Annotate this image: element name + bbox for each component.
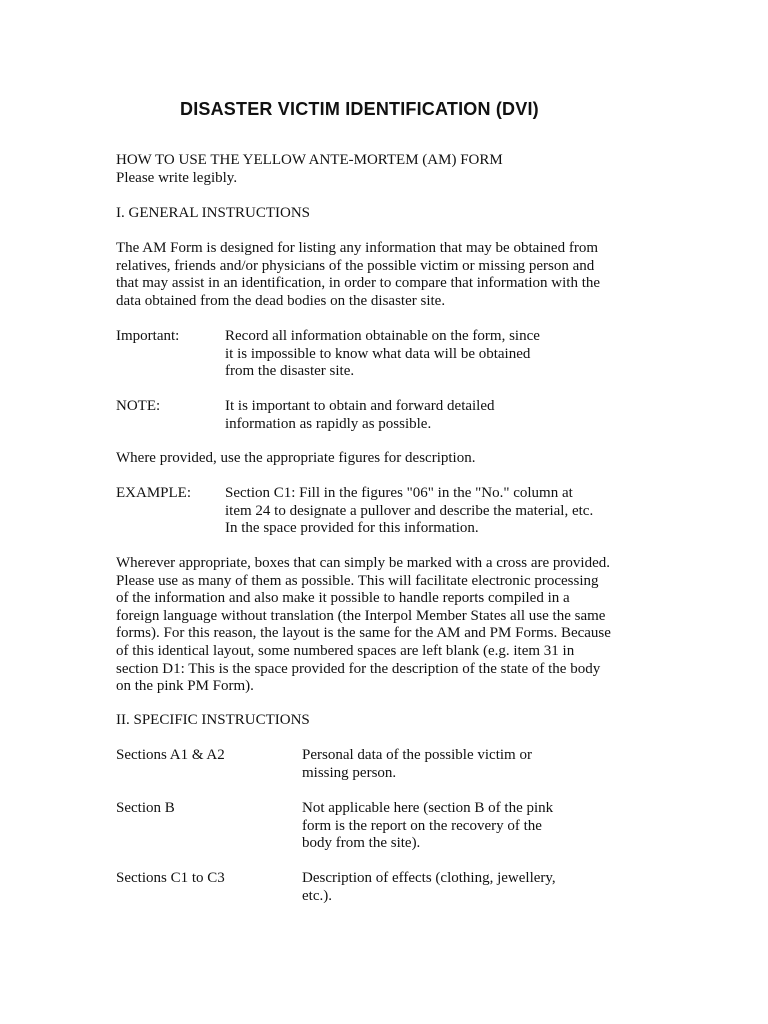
important-label: Important: <box>116 328 180 344</box>
note-line: information as rapidly as possible. <box>225 415 432 432</box>
paragraph-line: of this identical layout, some numbered spaces are left blank (e.g. item 31 in <box>116 642 575 659</box>
paragraph-line: foreign language without translation (the Interpol Member States all use the same <box>116 607 606 624</box>
note-text <box>225 398 495 433</box>
intro <box>116 152 646 187</box>
paragraph-am-form <box>116 240 646 310</box>
paragraph-line: Wherever appropriate, boxes that can simply be marked with a cross are provided. <box>116 555 610 571</box>
paragraph-line: of the information and also make it possible to handle reports compiled in a <box>116 590 570 607</box>
paragraph-line: that may assist in an identification, in order to compare that information with the <box>116 275 601 292</box>
paragraph-boxes <box>116 555 646 696</box>
example-line: In the space provided for this information. <box>225 520 479 537</box>
paragraph-line: The AM Form is designed for listing any information that may be obtained from <box>116 240 598 256</box>
instruction-label: Sections A1 & A2 <box>116 747 225 763</box>
instruction-line: missing person. <box>302 764 397 781</box>
important-line: it is impossible to know what data will be obtained <box>225 345 531 362</box>
instruction-label: Section B <box>116 800 175 816</box>
note-line: It is important to obtain and forward detailed <box>225 398 495 414</box>
important-line: from the disaster site. <box>225 363 355 380</box>
example-label: EXAMPLE: <box>116 485 191 501</box>
instruction-line: Description of effects (clothing, jewellery, <box>302 870 556 886</box>
section-heading-general: I. GENERAL INSTRUCTIONS <box>116 205 311 221</box>
section-heading-specific: II. SPECIFIC INSTRUCTIONS <box>116 712 310 728</box>
paragraph-line: relatives, friends and/or physicians of the possible victim or missing person and <box>116 257 595 274</box>
instruction-line: body from the site). <box>302 835 421 852</box>
important-line: Record all information obtainable on the form, since <box>225 328 540 344</box>
important-text <box>225 328 540 381</box>
instruction-line: etc.). <box>302 887 332 904</box>
note-label: NOTE: <box>116 398 161 414</box>
paragraph-line: section D1: This is the space provided for the description of the state of the body <box>116 660 601 677</box>
paragraph-line: Please use as many of them as possible. This will facilitate electronic processing <box>116 572 599 589</box>
paragraph-line: data obtained from the dead bodies on the disaster site. <box>116 292 446 309</box>
instruction-text <box>302 800 553 853</box>
intro-note: Please write legibly. <box>116 169 238 186</box>
instruction-text <box>302 747 532 782</box>
example-text <box>225 485 593 538</box>
instruction-label: Sections C1 to C3 <box>116 870 225 886</box>
instruction-text <box>302 870 556 905</box>
page-title: DISASTER VICTIM IDENTIFICATION (DVI) <box>180 99 539 119</box>
paragraph-line: on the pink PM Form). <box>116 678 254 695</box>
intro-heading: HOW TO USE THE YELLOW ANTE-MORTEM (AM) FORM <box>116 152 503 168</box>
instruction-line: Personal data of the possible victim or <box>302 747 532 763</box>
where-provided-text: Where provided, use the appropriate figures for description. <box>116 450 476 466</box>
instruction-line: form is the report on the recovery of the <box>302 817 542 834</box>
example-line: Section C1: Fill in the figures "06" in the "No." column at <box>225 485 573 501</box>
paragraph-line: forms). For this reason, the layout is the same for the AM and PM Forms. Because <box>116 625 611 642</box>
instruction-line: Not applicable here (section B of the pink <box>302 800 554 816</box>
example-line: item 24 to designate a pullover and describe the material, etc. <box>225 502 594 519</box>
